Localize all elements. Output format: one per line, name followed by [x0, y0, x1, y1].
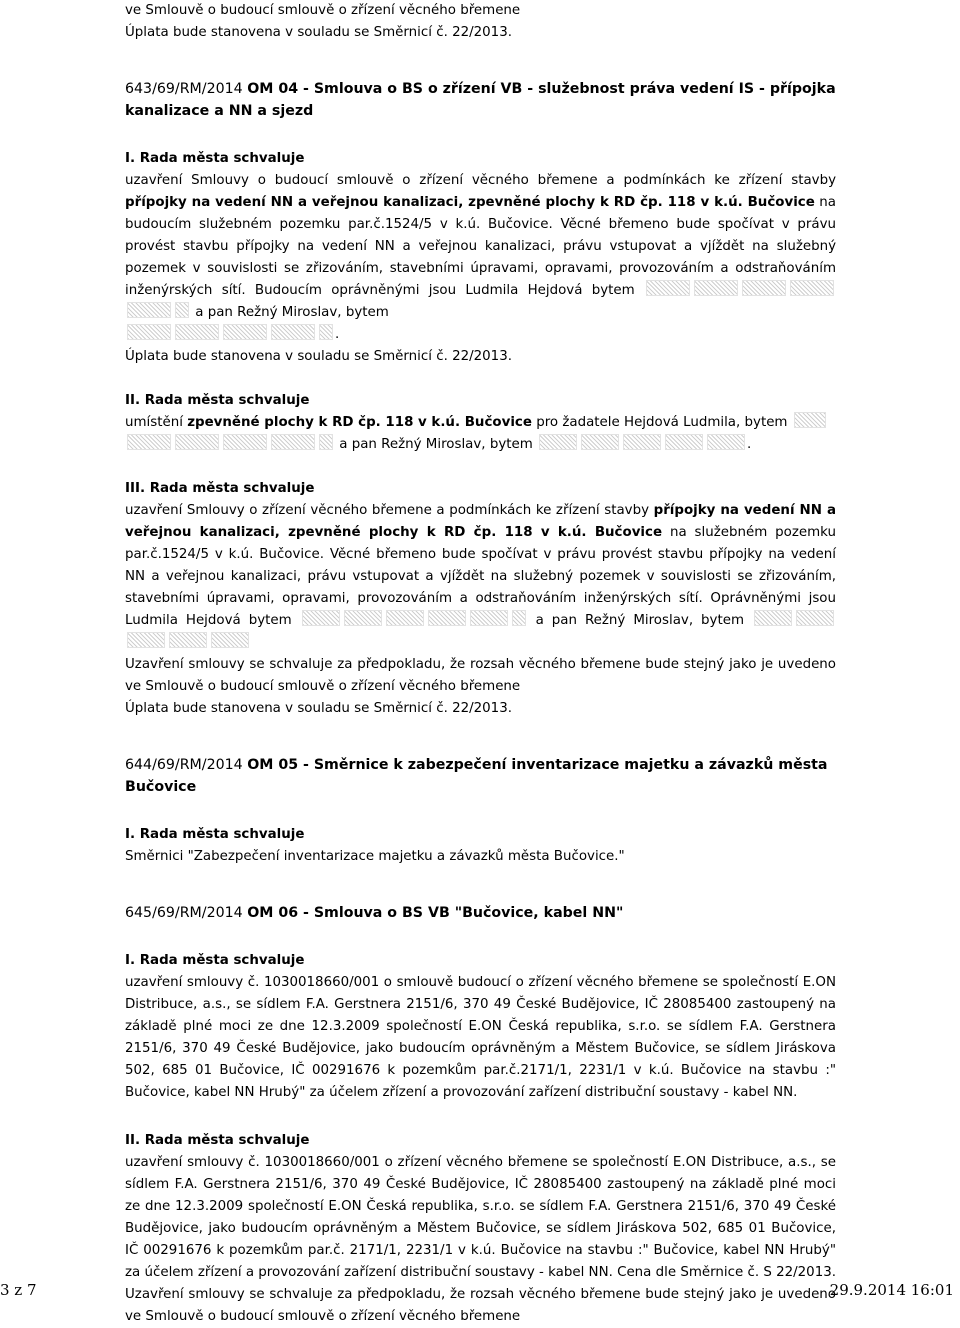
redacted-block — [386, 610, 424, 626]
item-645-title: OM 06 - Smlouva o BS VB "Bučovice, kabel NN" — [247, 905, 624, 921]
redacted-block — [754, 610, 792, 626]
document-page — [125, 0, 836, 1328]
redacted-block — [707, 434, 745, 450]
item-643-s2-text: umístění zpevněné plochy k RD čp. 118 v k.ú. Bučovice pro žadatele Hejdová Ludmila, bytem a pan Režný Miroslav, bytem . — [125, 412, 836, 456]
redacted-block — [127, 434, 171, 450]
item-645-s1-heading: I. Rada města schvaluje — [125, 953, 305, 968]
item-643-s3-heading: III. Rada města schvaluje — [125, 481, 315, 496]
redacted-block — [790, 280, 834, 296]
top-line-1: ve Smlouvě o budoucí smlouvě o zřízení věcného břemene — [125, 3, 521, 18]
redacted-block — [127, 632, 165, 648]
item-645-s2-heading: II. Rada města schvaluje — [125, 1133, 310, 1148]
item-644-heading — [125, 754, 836, 798]
redacted-block — [211, 632, 249, 648]
redacted-block — [623, 434, 661, 450]
item-644-number: 644/69/RM/2014 — [125, 757, 243, 773]
redacted-block — [539, 434, 577, 450]
redacted-block — [794, 412, 826, 428]
item-644-s1-text: Směrnici "Zabezpečení inventarizace majetku a závazků města Bučovice." — [125, 849, 625, 864]
redacted-block — [665, 434, 703, 450]
redacted-block — [344, 610, 382, 626]
redacted-block — [512, 610, 526, 626]
item-643-s1-heading: I. Rada města schvaluje — [125, 151, 305, 166]
redacted-block — [796, 610, 834, 626]
top-line-2: Úplata bude stanovena v souladu se Směrnicí č. 22/2013. — [125, 25, 512, 40]
item-643-s3-fee: Úplata bude stanovena v souladu se Směrnicí č. 22/2013. — [125, 701, 512, 716]
item-643-s2-heading: II. Rada města schvaluje — [125, 393, 310, 408]
redacted-block — [428, 610, 466, 626]
redacted-block — [319, 434, 333, 450]
item-645-s1-text: uzavření smlouvy č. 1030018660/001 o smlouvě budoucí o zřízení věcného břemene se společností E.ON Distribuce, a.s., se sídlem F.A. Gerstnera 2151/6, 370 49 České Budějovice, IČ 28085400 zastoupený na základě plné moci ze dne 12.3.2009 společností E.ON Česká republika, s.r.o. se sídlem F.A. Gerstnera 2151/6, 370 49 České Budějovice, jako budoucím oprávněným a Městem Bučovice, se sídlem Jiráskova 502, 685 01 Bučovice, IČ 00291676 k pozemkům par.č.2171/1, 2231/1 v k.ú. Bučovice na stavbu :" Bučovice, kabel NN Hrubý" za účelem zřízení a provozování zařízení distribuční soustavy - kabel NN. — [125, 975, 836, 1100]
item-643-s1-text: uzavření Smlouvy o budoucí smlouvě o zřízení věcného břemene a podmínkách ke zřízení stavby přípojky na vedení NN a veřejnou kanalizaci, zpevněné plochy k RD čp. 118 v k.ú. Bučovice na budoucím služebném pozemku par.č.1524/5 v k.ú. Bučovice. Věcné břemeno bude spočívat v právu provést stavbu přípojky na vedení NN a veřejnou kanalizaci, právu vstupovat a vjíždět na služebný pozemek v souvislosti se zřizováním, stavebními úpravami, opravami, provozováním a odstraňováním inženýrských sítí. Budoucím oprávněnými jsou Ludmila Hejdová bytem a pan Režný Miroslav, bytem . — [125, 173, 836, 342]
redacted-block — [646, 280, 690, 296]
redacted-block — [319, 324, 333, 340]
redacted-block — [175, 324, 219, 340]
redacted-block — [169, 632, 207, 648]
page-counter: 3 z 7 — [0, 1281, 37, 1299]
redacted-block — [302, 610, 340, 626]
redacted-block — [175, 434, 219, 450]
redacted-block — [470, 610, 508, 626]
item-645-heading — [125, 902, 836, 924]
item-645-s2-text: uzavření smlouvy č. 1030018660/001 o zřízení věcného břemene se společností E.ON Distribuce, a.s., se sídlem F.A. Gerstnera 2151/6, 370 49 České Budějovice, IČ 28085400 zastoupený na základě plné moci ze dne 12.3.2009 společností E.ON Česká republika, s.r.o. se sídlem F.A. Gerstnera 2151/6, 370 49 České Budějovice, jako budoucím oprávněným a Městem Bučovice, se sídlem Jiráskova 502, 685 01 Bučovice, IČ 00291676 k pozemkům par.č. 2171/1, 2231/1 v k.ú. Bučovice na stavbu :" Bučovice, kabel NN Hrubý" za účelem zřízení a provozování zařízení distribuční soustavy - kabel NN. Cena dle Směrnice č. S 22/2013. Uzavření smlouvy se schvaluje za předpokladu, že rozsah věcného břemene bude stejný jako je uvedeno ve Smlouvě o budoucí smlouvě o zřízení věcného břemene — [125, 1155, 836, 1324]
item-645-number: 645/69/RM/2014 — [125, 905, 243, 921]
item-643-number: 643/69/RM/2014 — [125, 81, 243, 97]
redacted-block — [694, 280, 738, 296]
item-643-heading — [125, 78, 836, 122]
redacted-block — [127, 302, 171, 318]
item-644-title: OM 05 - Směrnice k zabezpečení inventarizace majetku a závazků města Bučovice — [125, 757, 828, 795]
redacted-block — [223, 324, 267, 340]
redacted-block — [271, 324, 315, 340]
item-643-s3-text: uzavření Smlouvy o zřízení věcného břemene a podmínkách ke zřízení stavby přípojky na vedení NN a veřejnou kanalizaci, zpevněné plochy k RD čp. 118 v k.ú. Bučovice na služebném pozemku par.č.1524/5 v k.ú. Bučovice. Věcné břemeno bude spočívat v právu provést stavbu přípojky na vedení NN a veřejnou kanalizaci, právu vstupovat a vjíždět na služebný pozemek v souvislosti se zřizováním, stavebními úpravami, opravami, provozováním a odstraňováním inženýrských sítí. Oprávněnými jsou Ludmila Hejdová bytem a pan Režný Miroslav, bytem — [125, 500, 836, 654]
redacted-block — [175, 302, 189, 318]
redacted-block — [127, 324, 171, 340]
item-643-s1-fee: Úplata bude stanovena v souladu se Směrnicí č. 22/2013. — [125, 349, 512, 364]
item-643-title: OM 04 - Smlouva o BS o zřízení VB - služebnost práva vedení IS - přípojka kanalizace a NN a sjezd — [125, 81, 836, 119]
redacted-block — [742, 280, 786, 296]
item-644-s1-heading: I. Rada města schvaluje — [125, 827, 305, 842]
print-datetime: 29.9.2014 16:01 — [829, 1281, 954, 1299]
item-643-s3-condition: Uzavření smlouvy se schvaluje za předpokladu, že rozsah věcného břemene bude stejný jako je uvedeno ve Smlouvě o budoucí smlouvě o zřízení věcného břemene — [125, 657, 836, 694]
redacted-block — [223, 434, 267, 450]
redacted-block — [271, 434, 315, 450]
redacted-block — [581, 434, 619, 450]
